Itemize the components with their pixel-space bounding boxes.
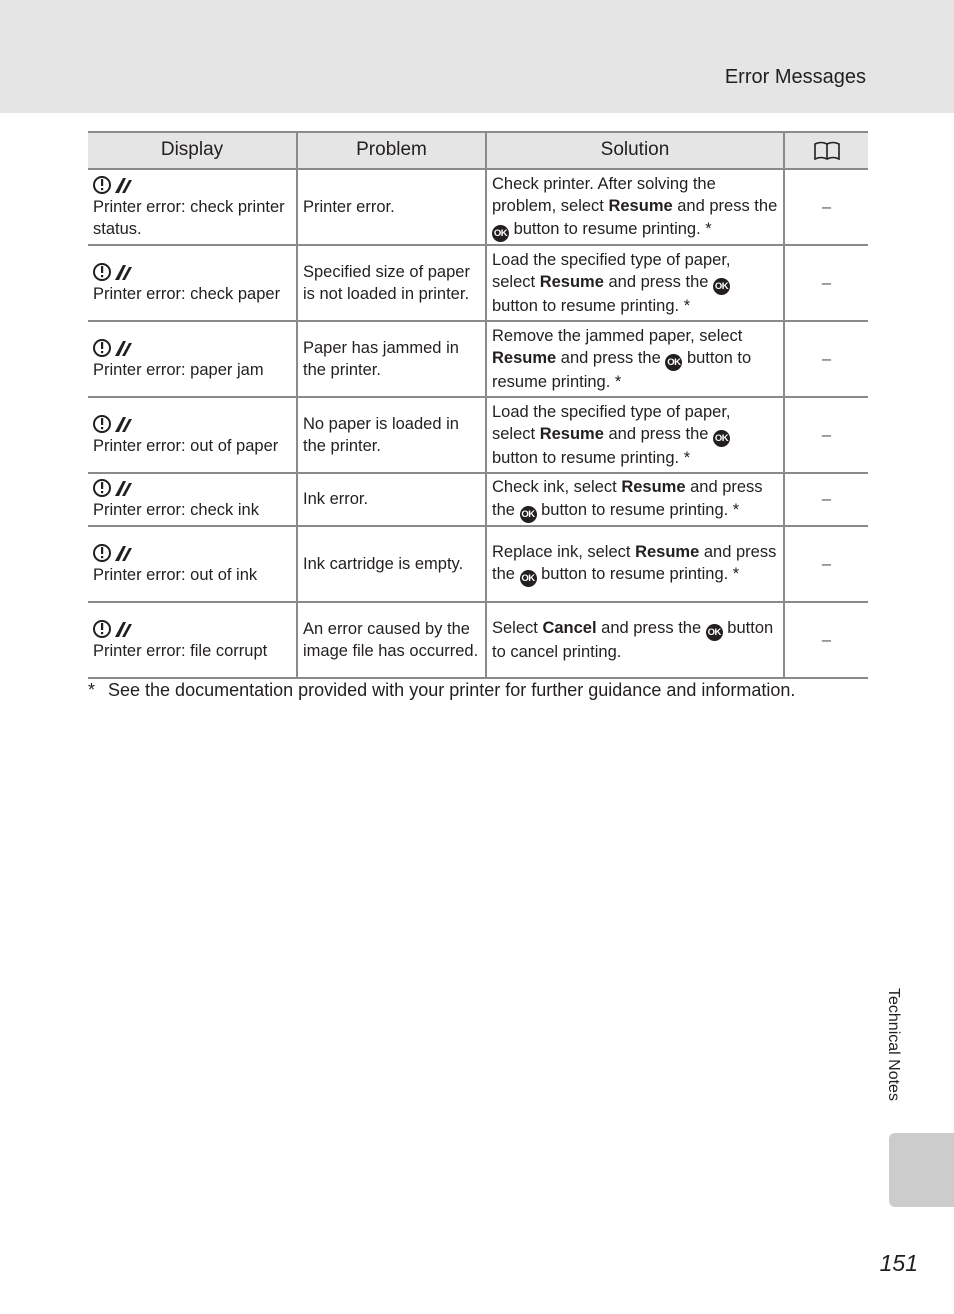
table-row — [88, 397, 868, 473]
table-row — [88, 245, 868, 321]
resume-option-label: Resume — [492, 349, 557, 367]
problem-cell: Paper has jammed in the printer. — [297, 321, 486, 397]
reference-cell: – — [784, 321, 868, 397]
resume-option-label: Resume — [539, 273, 604, 291]
resume-option-label: Resume — [539, 425, 604, 443]
resume-option-label: Resume — [608, 197, 673, 215]
resume-option-label: Resume — [621, 478, 686, 497]
problem-cell: No paper is loaded in the printer. — [297, 397, 486, 473]
reference-cell: – — [784, 397, 868, 473]
solution-cell: Check printer. After solving the problem, select Resume and press the OK button to resume printing. * — [486, 169, 784, 245]
printer-error-icon — [93, 477, 291, 499]
printer-error-icon — [93, 261, 291, 283]
reference-cell: – — [784, 602, 868, 678]
error-messages-table — [88, 131, 868, 679]
problem-cell: An error caused by the image file has occurred. — [297, 602, 486, 678]
section-tab — [889, 1133, 954, 1207]
problem-cell: Ink cartridge is empty. — [297, 526, 486, 602]
ok-button-icon: OK — [713, 430, 730, 447]
reference-cell: – — [784, 526, 868, 602]
display-cell — [88, 526, 297, 602]
problem-cell: Printer error. — [297, 169, 486, 245]
table-row — [88, 473, 868, 526]
solution-cell: Load the specified type of paper, select Resume and press the OK button to resume printing. * — [486, 245, 784, 321]
display-text: Printer error: check printer status. — [93, 197, 285, 238]
ok-button-icon: OK — [492, 225, 509, 242]
ok-button-icon: OK — [706, 624, 723, 641]
printer-error-icon — [93, 542, 291, 564]
solution-cell: Load the specified type of paper, select Resume and press the OK button to resume printing. * — [486, 397, 784, 473]
printer-error-icon — [93, 618, 291, 640]
reference-cell: – — [784, 169, 868, 245]
display-text: Printer error: out of ink — [93, 565, 258, 584]
ok-button-icon: OK — [665, 354, 682, 371]
page-number: 151 — [879, 1250, 918, 1276]
ok-button-icon: OK — [520, 570, 537, 587]
solution-cell: Select Cancel and press the OK button to cancel printing. — [486, 602, 784, 678]
display-text: Printer error: check ink — [93, 501, 259, 520]
display-cell — [88, 169, 297, 245]
footnote-marker: * — [88, 680, 96, 700]
printer-error-icon — [93, 337, 291, 359]
table-row — [88, 526, 868, 602]
cancel-option-label: Cancel — [542, 618, 597, 637]
reference-cell: – — [784, 473, 868, 526]
column-header-solution: Solution — [486, 132, 784, 169]
display-text: Printer error: check paper — [93, 284, 281, 303]
problem-cell: Ink error. — [297, 473, 486, 526]
solution-cell: Replace ink, select Resume and press the OK button to resume printing. * — [486, 526, 784, 602]
problem-cell: Specified size of paper is not loaded in printer. — [297, 245, 486, 321]
table-header-row — [88, 132, 868, 169]
section-tab-label: Technical Notes — [885, 988, 902, 1101]
header-band — [0, 0, 954, 113]
display-cell — [88, 602, 297, 678]
printer-error-icon — [93, 413, 291, 435]
display-cell — [88, 321, 297, 397]
table-row — [88, 602, 868, 678]
display-cell — [88, 473, 297, 526]
printer-error-icon — [93, 174, 291, 196]
display-text: Printer error: file corrupt — [93, 641, 268, 660]
column-header-display: Display — [88, 132, 297, 169]
solution-cell: Remove the jammed paper, select Resume and press the OK button to resume printing. * — [486, 321, 784, 397]
display-text: Printer error: out of paper — [93, 436, 279, 455]
resume-option-label: Resume — [635, 542, 700, 561]
ok-button-icon: OK — [713, 278, 730, 295]
solution-cell: Check ink, select Resume and press the OK button to resume printing. * — [486, 473, 784, 526]
footnote — [88, 678, 888, 702]
display-cell — [88, 245, 297, 321]
display-cell — [88, 397, 297, 473]
footnote-text: See the documentation provided with your printer for further guidance and information. — [108, 680, 796, 700]
table-row — [88, 169, 868, 245]
table-row — [88, 321, 868, 397]
column-header-reference — [784, 132, 868, 169]
display-text: Printer error: paper jam — [93, 360, 264, 379]
section-title: Error Messages — [724, 66, 866, 88]
book-icon — [785, 140, 868, 162]
reference-cell: – — [784, 245, 868, 321]
ok-button-icon: OK — [520, 506, 537, 523]
column-header-problem: Problem — [297, 132, 486, 169]
